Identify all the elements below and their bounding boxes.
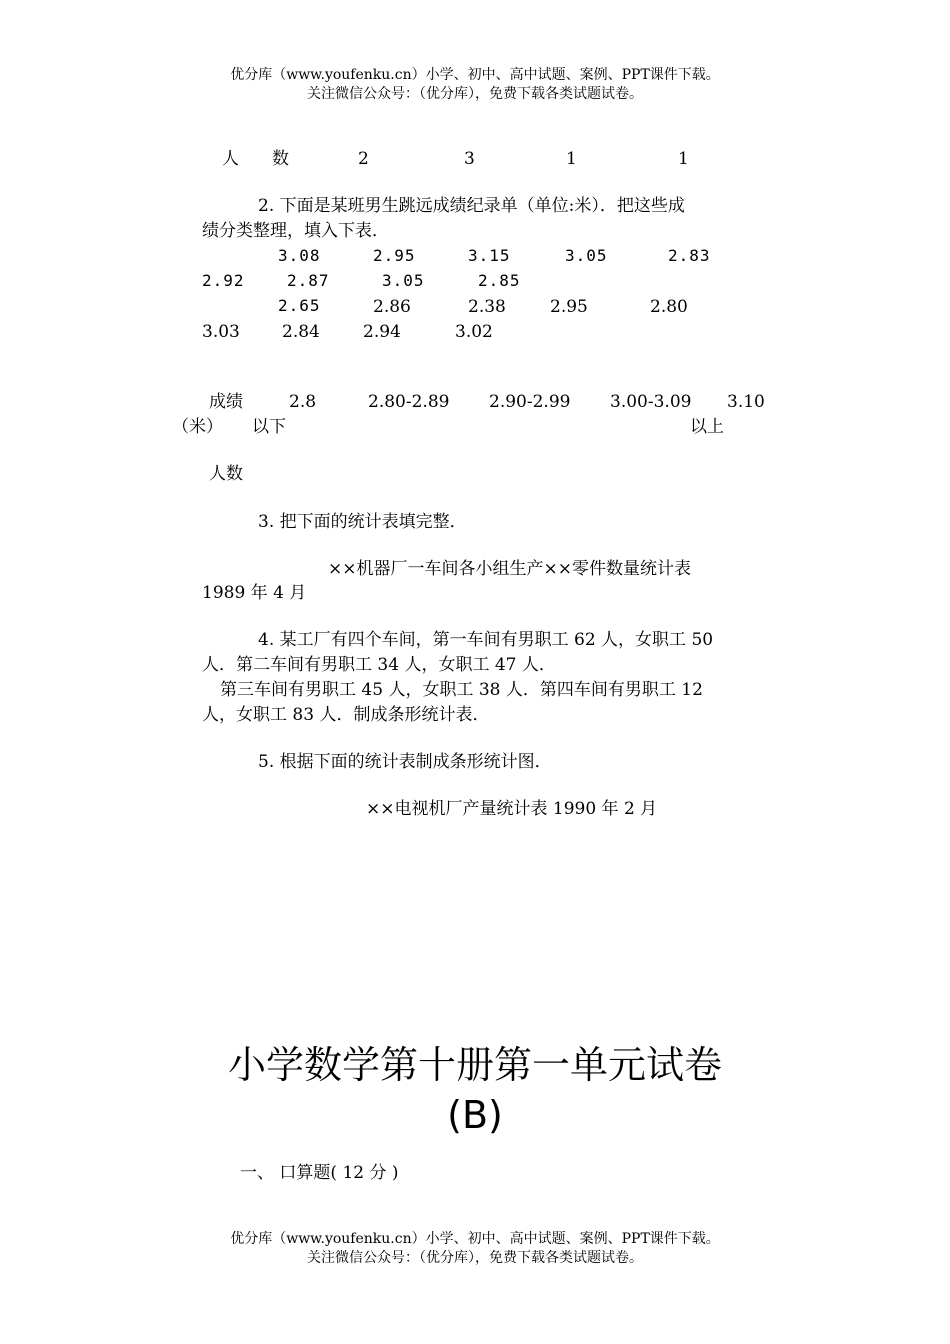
table-header-unit: （米） xyxy=(172,417,223,437)
table-header-range-1-sub: 以下 xyxy=(252,417,286,437)
exam-title-variant: (B) xyxy=(447,1093,503,1137)
q4-line-3: 第三车间有男职工 45 人，女职工 38 人．第四车间有男职工 12 xyxy=(220,680,703,700)
jump-score: 2.84 xyxy=(282,322,320,342)
q3-text: 3. 把下面的统计表填完整． xyxy=(258,512,467,532)
jump-score: 3.08 xyxy=(278,246,321,265)
q5-text: 5. 根据下面的统计表制成条形统计图． xyxy=(258,752,552,772)
q5-table-title: ××电视机厂产量统计表 1990 年 2 月 xyxy=(366,799,658,819)
table-header-range-2: 2.80-2.89 xyxy=(368,392,450,412)
q3-table-title: ××机器厂一车间各小组生产××零件数量统计表 xyxy=(328,559,691,579)
footer-line-1: 优分库（www.youfenku.cn）小学、初中、高中试题、案例、PPT课件下载。 xyxy=(230,1231,720,1247)
table-header-range-5-sub: 以上 xyxy=(690,417,724,437)
exam-title: 小学数学第十册第一单元试卷 xyxy=(227,1043,722,1087)
jump-score: 2.65 xyxy=(278,296,321,315)
table-header-range-1: 2.8 xyxy=(289,392,317,412)
people-value: 1 xyxy=(678,149,689,169)
section-oral-calculation: 一、 口算题( 12 分 ) xyxy=(240,1163,399,1183)
jump-score: 2.94 xyxy=(363,322,401,342)
footer-line-2: 关注微信公众号：（优分库），免费下载各类试题试卷。 xyxy=(307,1250,643,1266)
header-line-2: 关注微信公众号：（优分库），免费下载各类试题试卷。 xyxy=(307,86,643,102)
jump-score: 2.86 xyxy=(373,297,411,317)
jump-score: 2.92 xyxy=(202,271,245,290)
q4-line-2: 人．第二车间有男职工 34 人，女职工 47 人． xyxy=(202,655,556,675)
people-label-a: 人 xyxy=(222,149,239,169)
people-label-b: 数 xyxy=(272,149,289,169)
q4-line-1: 4. 某工厂有四个车间，第一车间有男职工 62 人，女职工 50 xyxy=(258,630,714,650)
people-value: 3 xyxy=(464,149,475,169)
table-header-score: 成绩 xyxy=(209,392,243,412)
people-value: 1 xyxy=(566,149,577,169)
jump-score: 2.38 xyxy=(468,297,506,317)
jump-score: 2.83 xyxy=(668,246,711,265)
jump-score: 3.03 xyxy=(202,322,240,342)
jump-score: 3.05 xyxy=(565,246,608,265)
people-value: 2 xyxy=(358,149,369,169)
table-header-range-5: 3.10 xyxy=(727,392,765,412)
table-row-label-people: 人数 xyxy=(209,464,243,484)
jump-score: 3.15 xyxy=(468,246,511,265)
q2-text-line-1: 2. 下面是某班男生跳远成绩纪录单（单位:米）．把这些成 xyxy=(258,196,685,216)
jump-score: 3.05 xyxy=(382,271,425,290)
jump-score: 2.80 xyxy=(650,297,688,317)
table-header-range-3: 2.90-2.99 xyxy=(489,392,571,412)
table-header-range-4: 3.00-3.09 xyxy=(610,392,692,412)
q4-line-4: 人，女职工 83 人．制成条形统计表． xyxy=(202,705,490,725)
header-line-1: 优分库（www.youfenku.cn）小学、初中、高中试题、案例、PPT课件下载。 xyxy=(230,67,720,83)
q3-date: 1989 年 4 月 xyxy=(202,583,307,603)
jump-score: 3.02 xyxy=(455,322,493,342)
jump-score: 2.87 xyxy=(287,271,330,290)
jump-score: 2.95 xyxy=(373,246,416,265)
q2-text-line-2: 绩分类整理，填入下表． xyxy=(202,221,389,241)
jump-score: 2.95 xyxy=(550,297,588,317)
jump-score: 2.85 xyxy=(478,271,521,290)
